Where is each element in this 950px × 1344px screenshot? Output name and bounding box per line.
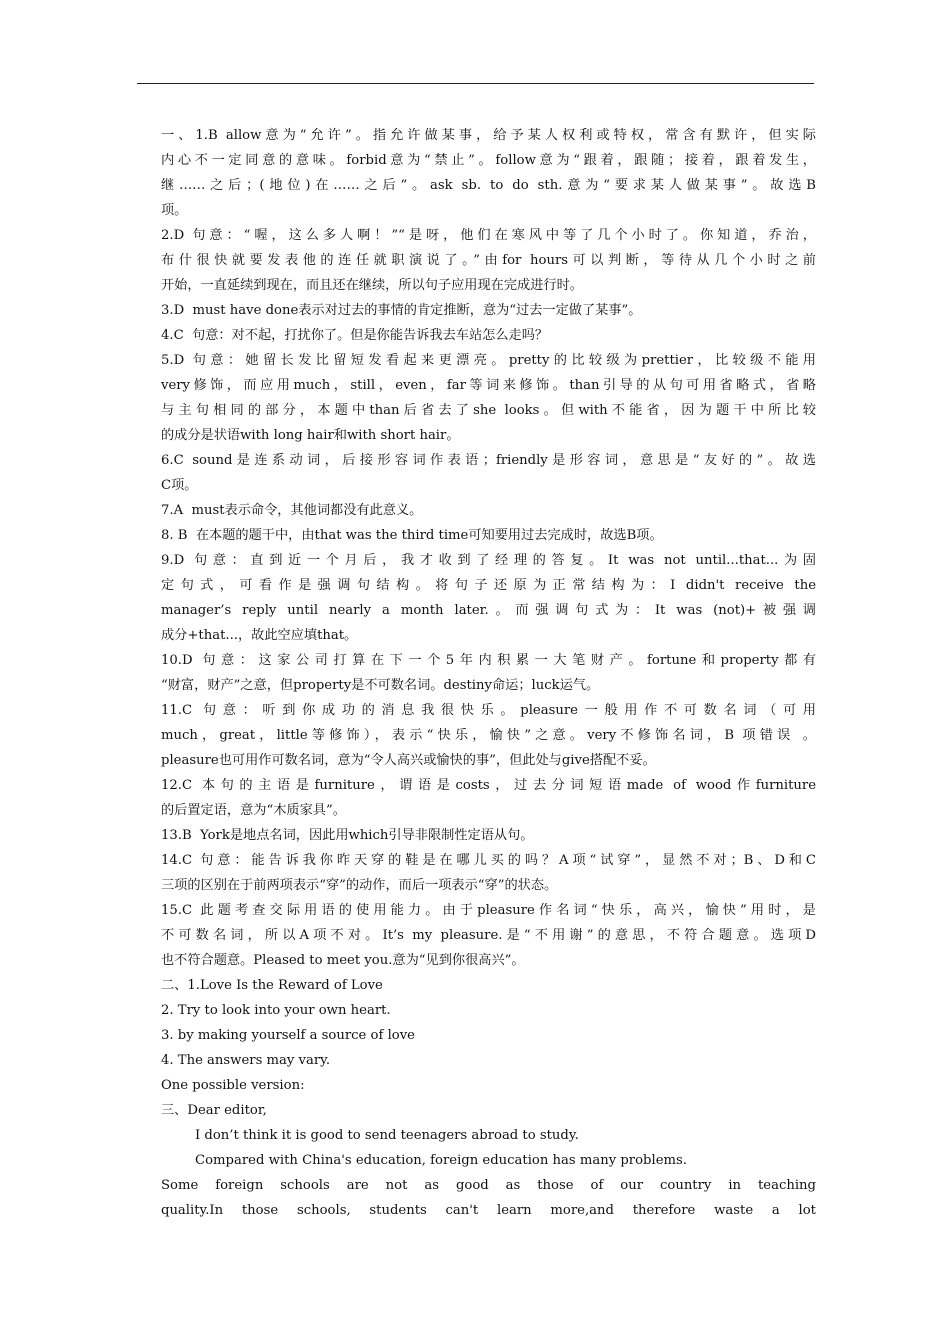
text-line: 4.C 句意：对不起，打扰你了。但是你能告诉我去车站怎么走吗？ [161, 328, 549, 343]
text-line: 三项的区别在于前两项表示“穿”的动作，而后一项表示“穿”的状态。 [161, 878, 558, 893]
text-line: very修饰，而应用much，still，even，far等词来修饰。than引导的从句可用省略式，省略 [161, 378, 816, 393]
text-line: 2. Try to look into your own heart. [161, 1003, 391, 1018]
text-line: “财富，财产”之意，但property是不可数名词。destiny命运；luck运气。 [161, 678, 600, 693]
text-line: 二、1.Love Is the Reward of Love [161, 978, 383, 993]
text-line: 2.D 句意：“喔，这么多人啊！”“是呀，他们在寒风中等了几个小时了。你知道，乔治， [161, 228, 816, 243]
text-line: 的后置定语，意为“木质家具”。 [161, 803, 346, 818]
text-line: 9.D 句意：直到近一个月后，我才收到了经理的答复。It was not until...that...为固 [161, 553, 816, 568]
text-line: 15.C 此题考查交际用语的使用能力。由于pleasure作名词“快乐，高兴，愉快”用时，是 [161, 903, 816, 918]
text-line: 项。 [161, 203, 188, 218]
text-line: quality.In those schools, students can't learn more,and therefore waste a lot [161, 1203, 816, 1218]
text-line: 的成分是状语with long hair和with short hair。 [161, 428, 460, 443]
text-line: One possible version: [161, 1078, 305, 1093]
text-line: 与主句相同的部分，本题中than后省去了she looks。但with不能省，因为题干中所比较 [161, 403, 816, 418]
text-line: 开始，一直延续到现在，而且还在继续，所以句子应用现在完成进行时。 [161, 278, 583, 293]
text-line: 4. The answers may vary. [161, 1053, 331, 1068]
text-line: pleasure也可用作可数名词，意为“令人高兴或愉快的事”，但此处与give搭配不妥。 [161, 753, 656, 768]
text-line: 一、1.B allow意为“允许”。指允许做某事，给予某人权利或特权，常含有默许，但实际 [161, 128, 816, 143]
text-line: 7.A must表示命令，其他词都没有此意义。 [161, 503, 423, 518]
text-line: C项。 [161, 478, 198, 493]
text-line: 不可数名词，所以A项不对。It’s my pleasure.是“不用谢”的意思，不符合题意。选项D [161, 928, 816, 943]
text-line: 12.C 本句的主语是furniture，谓语是costs，过去分词短语made of wood作furniture [161, 778, 816, 793]
answer-key-body [161, 123, 816, 1223]
text-line: 5.D 句意：她留长发比留短发看起来更漂亮。pretty的比较级为prettier，比较级不能用 [161, 353, 816, 368]
text-line: 11.C 句意：听到你成功的消息我很快乐。pleasure一般用作不可数名词（可用 [161, 703, 816, 718]
text-line: 8. B 在本题的题干中，由that was the third time可知要用过去完成时，故选B项。 [161, 528, 663, 543]
text-line: 也不符合题意。Pleased to meet you.意为“见到你很高兴”。 [161, 953, 525, 968]
text-line: manager’s reply until nearly a month later.。而强调句式为：It was (not)+被强调 [161, 603, 816, 618]
text-line: 三、Dear editor, [161, 1103, 267, 1118]
text-line: 定句式，可看作是强调句结构。将句子还原为正常结构为：I didn't receive the [161, 578, 816, 593]
text-line: 14.C 句意：能告诉我你昨天穿的鞋是在哪儿买的吗？A项“试穿”，显然不对；B、D和C [161, 853, 816, 868]
text-line: 13.B York是地点名词，因此用which引导非限制性定语从句。 [161, 828, 534, 843]
text-line: 继……之后；(地位)在……之后”。ask sb. to do sth.意为“要求某人做某事”。故选B [161, 178, 816, 193]
text-line: much，great，little等修饰），表示“快乐，愉快”之意。very不修饰名词，B 项错误 。 [161, 728, 816, 743]
text-line: I don’t think it is good to send teenagers abroad to study. [195, 1128, 579, 1143]
header-rule [137, 83, 814, 84]
text-line: 10.D 句意：这家公司打算在下一个5年内积累一大笔财产。fortune和property都有 [161, 653, 816, 668]
text-line: Some foreign schools are not as good as those of our country in teaching [161, 1178, 816, 1193]
text-line: 6.C sound是连系动词，后接形容词作表语；friendly是形容词，意思是“友好的”。故选 [161, 453, 816, 468]
text-line: 3.D must have done表示对过去的事情的肯定推断，意为“过去一定做了某事”。 [161, 303, 642, 318]
text-line: 布什很快就要发表他的连任就职演说了。”由for hours可以判断，等待从几个小时之前 [161, 253, 816, 268]
text-line: 成分+that...，故此空应填that。 [161, 628, 358, 643]
text-line: Compared with China's education, foreign education has many problems. [195, 1153, 687, 1168]
text-line: 3. by making yourself a source of love [161, 1028, 415, 1043]
text-line: 内心不一定同意的意味。forbid意为“禁止”。follow意为“跟着，跟随；接着，跟着发生， [161, 153, 816, 168]
